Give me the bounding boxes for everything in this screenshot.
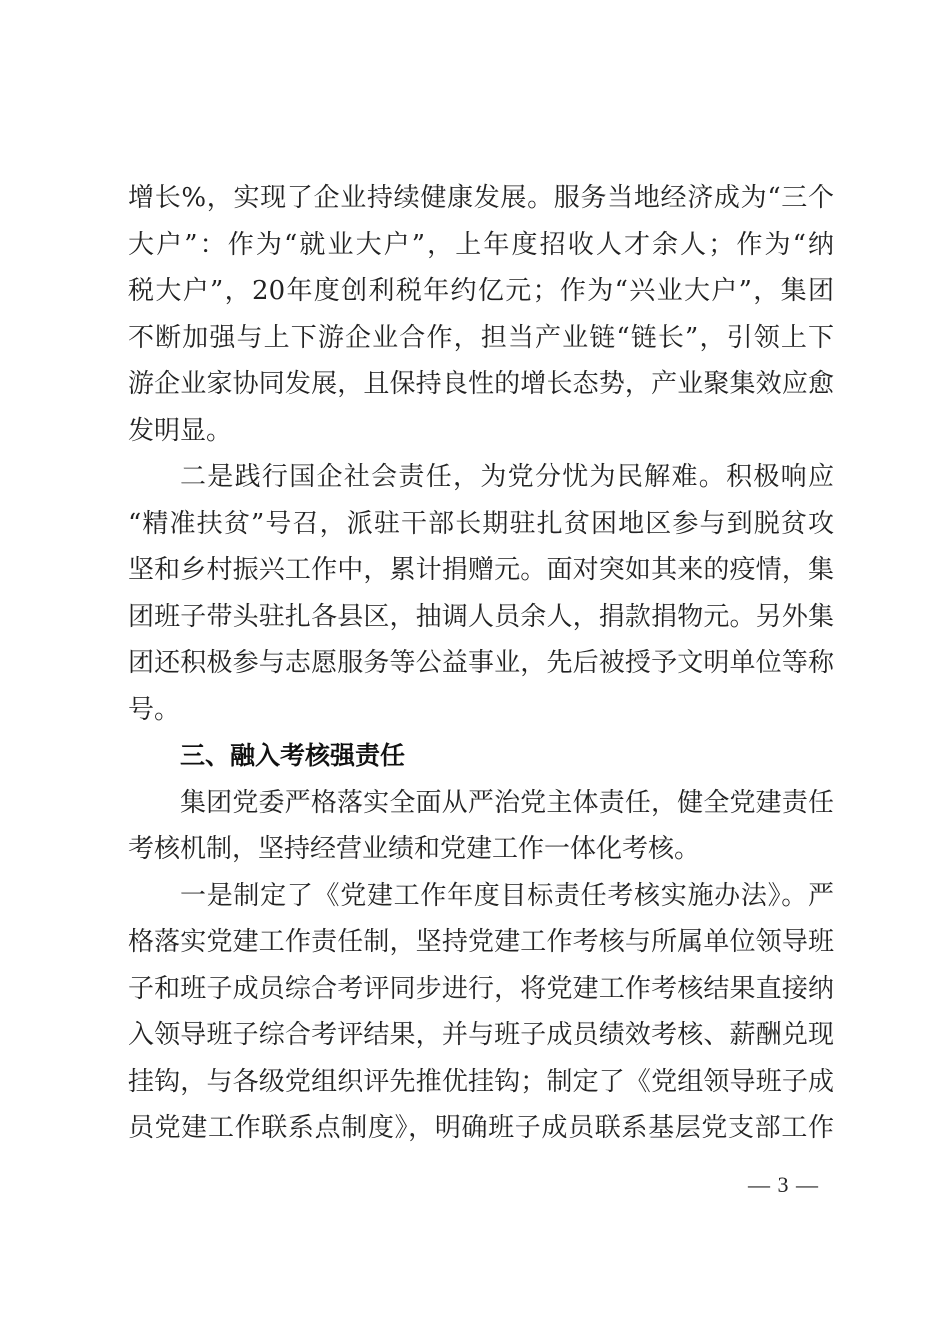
page-number: — 3 — [748, 1172, 819, 1197]
paragraph-line: 员党建工作联系点制度》，明确班子成员联系基层党支部工作 [128, 1113, 834, 1143]
paragraph-line: 增长%，实现了企业持续健康发展。服务当地经济成为“三个 [128, 183, 834, 213]
paragraph-line: 团还积极参与志愿服务等公益事业，先后被授予文明单位等称 [128, 648, 834, 678]
paragraph-line: 二是践行国企社会责任，为党分忧为民解难。积极响应 [180, 462, 834, 492]
paragraph-line: 税大户”，20年度创利税年约亿元；作为“兴业大户”，集团 [128, 276, 834, 306]
paragraph-line: 不断加强与上下游企业合作，担当产业链“链长”，引领上下 [128, 322, 834, 353]
paragraph-line: 考核机制，坚持经营业绩和党建工作一体化考核。 [128, 834, 701, 864]
paragraph-line: 坚和乡村振兴工作中，累计捐赠元。面对突如其来的疫情，集 [128, 555, 834, 585]
paragraph-line: 号。 [128, 694, 181, 725]
paragraph-line: 子和班子成员综合考评同步进行，将党建工作考核结果直接纳 [128, 973, 834, 1004]
paragraph-line: 游企业家协同发展，且保持良性的增长态势，产业聚集效应愈 [128, 369, 834, 399]
paragraph-line: 格落实党建工作责任制，坚持党建工作考核与所属单位领导班 [128, 927, 834, 957]
paragraph-line: 发明显。 [128, 415, 233, 446]
paragraph-line: 入领导班子综合考评结果，并与班子成员绩效考核、薪酬兑现 [128, 1020, 834, 1050]
paragraph-line: “精准扶贫”号召，派驻干部长期驻扎贫困地区参与到脱贫攻 [128, 508, 834, 539]
paragraph-line: 挂钩，与各级党组织评先推优挂钩；制定了《党组领导班子成 [128, 1066, 834, 1097]
section-heading: 三、融入考核强责任 [180, 741, 406, 770]
paragraph-line: 团班子带头驻扎各县区，抽调人员余人，捐款捐物元。另外集 [128, 601, 834, 632]
document-body [128, 175, 834, 1152]
paragraph-line: 集团党委严格落实全面从严治党主体责任，健全党建责任 [180, 787, 834, 818]
paragraph-line: 大户”：作为“就业大户”，上年度招收人才余人；作为“纳 [128, 229, 834, 260]
paragraph-line: 一是制定了《党建工作年度目标责任考核实施办法》。严 [180, 880, 834, 911]
